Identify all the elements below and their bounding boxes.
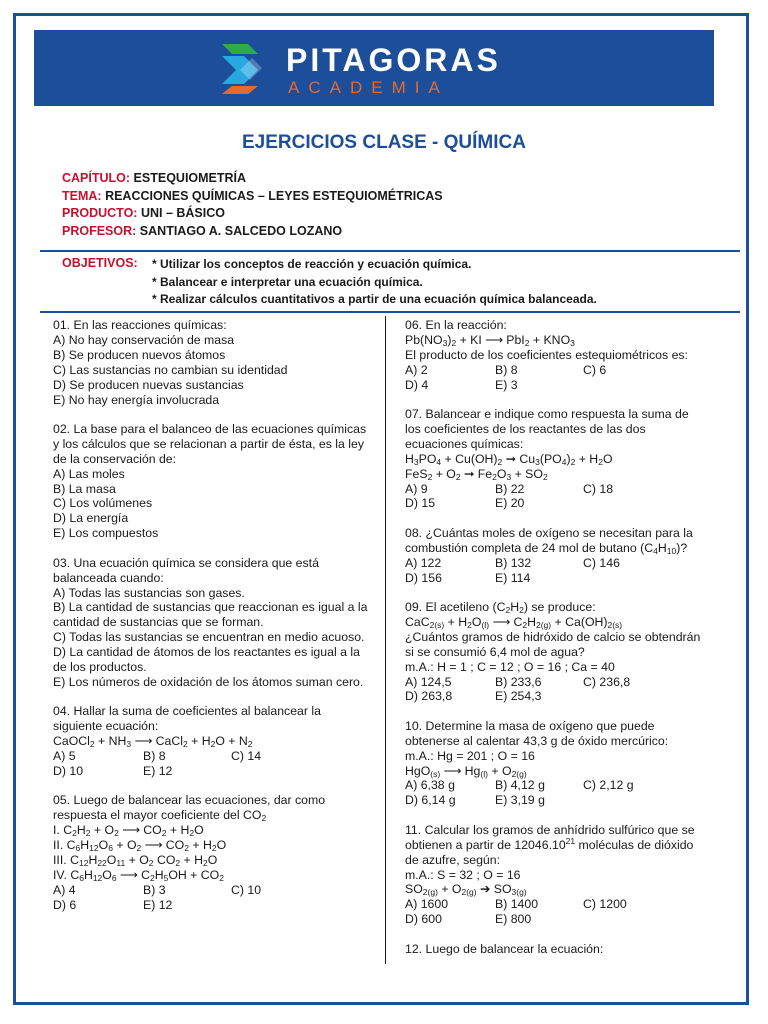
question-line: E) No hay energía involucrada (53, 392, 220, 407)
question-line: $CaC_{2(s)} + H_2O_{(l)}$ ⟶ $C_2H_{2(g)} + Ca(OH)_{2(s)}$ (405, 614, 623, 630)
column-divider (385, 316, 386, 964)
meta-label: PRODUCTO: (62, 206, 138, 220)
meta-value: UNI – BÁSICO (140, 206, 225, 220)
right-column (405, 318, 705, 971)
answer-option: A) 5 (53, 749, 76, 764)
question-block (405, 407, 705, 511)
question-line: B) La masa (53, 481, 116, 496)
question-line: A) No hay conservación de masa (53, 332, 235, 347)
answer-options (53, 749, 371, 779)
question-line: III. $C_{12}H_{22}O_{11} + O_2$ $CO_2 + H_2O$ (53, 853, 218, 868)
answer-option: B) 8 (495, 362, 518, 377)
answer-option: A) 9 (405, 481, 428, 496)
question-line: C) Todas las sustancias se encuentran en medio acuoso. (53, 630, 365, 645)
question-line: $SO_{2(g)} + O_{2(g)}$ ➔ $SO_{3(g)}$ (405, 882, 527, 898)
question-block (405, 318, 705, 393)
divider-bottom (40, 311, 740, 313)
question-line: 07. Balancear e indique como respuesta la suma de los coeficientes de los reactantes de las dos ecuaciones químicas: (405, 407, 689, 451)
question-line: ¿Cuántos gramos de hidróxido de calcio se obtendrán si se consumió 6,4 mol de agua? (405, 629, 701, 659)
answer-option: D) 263,8 (405, 689, 453, 704)
left-column (53, 318, 371, 927)
answer-option: D) 4 (405, 377, 429, 392)
meta-value: ESTEQUIOMETRÍA (133, 171, 247, 185)
question-line: 04. Hallar la suma de coeficientes al balancear la siguiente ecuación: (53, 704, 321, 734)
objective-item: * Balancear e interpretar una ecuación química. (152, 274, 423, 289)
question-line: D) La energía (53, 511, 129, 526)
answer-options (53, 883, 371, 913)
answer-option: E) 12 (143, 897, 173, 912)
meta-row (62, 223, 443, 241)
question-line: 11. Calcular los gramos de anhídrido sulfúrico que se obtienen a partir de 12046.10$^{21}$ moléculas de dióxido de azufre, según: (405, 822, 695, 867)
question-line: m.A.: Hg = 201 ; O = 16 (405, 748, 535, 763)
question-line: D) La cantidad de átomos de los reactantes es igual a la de los productos. (53, 645, 360, 675)
meta-value: REACCIONES QUÍMICAS – LEYES ESTEQUIOMÉTRICAS (105, 188, 443, 203)
answer-option: B) 132 (495, 555, 532, 570)
question-line: B) La cantidad de sustancias que reaccionan es igual a la cantidad de sustancias que se forman. (53, 600, 368, 630)
meta-label: TEMA: (62, 188, 102, 203)
brand-subtitle: ACADEMIA (288, 78, 449, 97)
question-block (53, 318, 371, 407)
answer-option: E) 12 (143, 763, 173, 778)
question-line: $FeS_2 + O_2$ ➞ $Fe_2O_3 + SO_2$ (405, 466, 548, 482)
question-block (53, 422, 371, 541)
answer-option: B) 1400 (495, 897, 539, 912)
question-block (405, 942, 705, 957)
header-banner (34, 30, 714, 106)
answer-option: D) 6 (53, 897, 77, 912)
question-line: E) Los compuestos (53, 526, 159, 541)
answer-option: C) 6 (583, 362, 607, 377)
question-line: IV. $C_6H_{12}O_6$ ⟶ $C_2H_5OH + CO_2$ (53, 867, 224, 883)
answer-option: A) 4 (53, 882, 76, 897)
answer-option: C) 18 (583, 481, 614, 496)
question-line: E) Los números de oxidación de los átomos suman cero. (53, 674, 364, 689)
brand-name: PITAGORAS (286, 42, 501, 78)
question-line: $Pb(NO_3)_2$ + KI ⟶ $PbI_2 + KNO_3$ (405, 332, 575, 348)
answer-options (405, 675, 705, 705)
question-line: m.A.: H = 1 ; C = 12 ; O = 16 ; Ca = 40 (405, 659, 615, 674)
question-block (53, 793, 371, 912)
answer-option: B) 3 (143, 882, 166, 897)
answer-option: C) 146 (583, 555, 620, 570)
question-line: m.A.: S = 32 ; O = 16 (405, 867, 521, 882)
answer-option: D) 15 (405, 496, 436, 511)
answer-options (405, 482, 705, 512)
question-block (405, 600, 705, 704)
question-line: $H_3PO_4 + Cu(OH)_2$ ➞ $Cu_3(PO_4)_2 + H_2O$ (405, 451, 613, 467)
answer-option: D) 156 (405, 570, 442, 585)
question-line: 12. Luego de balancear la ecuación: (405, 941, 604, 956)
answer-option: A) 122 (405, 555, 442, 570)
question-line: A) Las moles (53, 466, 125, 481)
meta-label: CAPÍTULO: (62, 171, 131, 185)
question-block (405, 526, 705, 586)
question-block (53, 556, 371, 690)
question-line: 05. Luego de balancear las ecuaciones, dar como respuesta el mayor coeficiente del $CO_2$ (53, 793, 326, 824)
objectives-label: OBJETIVOS: (62, 256, 138, 270)
answer-option: B) 4,12 g (495, 778, 545, 793)
question-line: A) Todas las sustancias son gases. (53, 585, 245, 600)
question-line: B) Se producen nuevos átomos (53, 347, 226, 362)
question-block (53, 704, 371, 779)
question-line: C) Las sustancias no cambian su identidad (53, 362, 288, 377)
answer-option: A) 124,5 (405, 674, 452, 689)
question-line: C) Los volúmenes (53, 496, 153, 511)
answer-option: C) 1200 (583, 897, 627, 912)
meta-value: SANTIAGO A. SALCEDO LOZANO (139, 223, 343, 238)
question-line: I. $C_2H_2 + O_2$ ⟶ $CO_2 + H_2O$ (53, 823, 204, 839)
question-line: 10. Determine la masa de oxígeno que puede obtenerse al calentar 43,3 g de óxido mercúrico: (405, 718, 669, 748)
objectives-list (152, 256, 597, 309)
answer-option: E) 3,19 g (495, 793, 545, 808)
answer-option: B) 22 (495, 481, 525, 496)
answer-option: E) 3 (495, 377, 518, 392)
answer-option: C) 2,12 g (583, 778, 634, 793)
answer-options (405, 556, 705, 586)
question-line: HgO$_{(s)}$ ⟶ $Hg_{(l)} + O_{2(g)}$ (405, 763, 527, 779)
answer-option: C) 10 (231, 882, 262, 897)
meta-block (62, 170, 443, 240)
answer-option: C) 236,8 (583, 674, 631, 689)
pitagoras-logo-icon (218, 40, 278, 96)
question-line: 09. El acetileno $(C_2H_2)$ se produce: (405, 600, 596, 615)
question-line: 08. ¿Cuántas moles de oxígeno se necesitan para la combustión completa de 24 mol de butano $(C_4H_{10})$? (405, 525, 693, 556)
answer-option: C) 14 (231, 749, 262, 764)
answer-option: A) 2 (405, 362, 428, 377)
answer-option: A) 6,38 g (405, 778, 455, 793)
answer-option: E) 254,3 (495, 689, 542, 704)
question-line: II. $C_6H_{12}O_6 + O_2$ ⟶ $CO_2 + H_2O$ (53, 838, 227, 854)
meta-label: PROFESOR: (62, 223, 137, 238)
objective-item: * Utilizar los conceptos de reacción y ecuación química. (152, 257, 472, 271)
answer-option: E) 800 (495, 912, 532, 927)
question-line: D) Se producen nuevas sustancias (53, 377, 244, 392)
question-line: CaOCl$_2$ + $NH_3$ ⟶ CaCl$_2$ + $H_2O + N_2$ (53, 734, 253, 750)
question-line: 06. En la reacción: (405, 318, 507, 332)
objective-item: * Realizar cálculos cuantitativos a partir de una ecuación química balanceada. (152, 292, 597, 306)
answer-option: E) 114 (495, 570, 531, 585)
question-line: 01. En las reacciones químicas: (53, 318, 227, 332)
answer-option: D) 600 (405, 912, 442, 927)
question-line: 03. Una ecuación química se considera que está balanceada cuando: (53, 555, 319, 585)
answer-option: D) 10 (53, 763, 84, 778)
answer-options (405, 897, 705, 927)
question-block (405, 719, 705, 808)
answer-option: E) 20 (495, 496, 525, 511)
question-line: El producto de los coeficientes estequiométricos es: (405, 347, 688, 362)
meta-row (62, 170, 443, 188)
answer-option: B) 8 (143, 749, 166, 764)
question-line: 02. La base para el balanceo de las ecuaciones químicas y los cálculos que se relacionan a partir de ésta, es la ley de la conservación de: (53, 421, 367, 466)
answer-option: D) 6,14 g (405, 793, 456, 808)
answer-options (405, 363, 705, 393)
divider-top (40, 250, 740, 252)
meta-row (62, 205, 443, 223)
answer-option: A) 1600 (405, 897, 449, 912)
page-title: EJERCICIOS CLASE - QUÍMICA (242, 132, 526, 153)
answer-option: B) 233,6 (495, 674, 542, 689)
answer-options (405, 778, 705, 808)
question-block (405, 823, 705, 927)
meta-row (62, 188, 443, 206)
